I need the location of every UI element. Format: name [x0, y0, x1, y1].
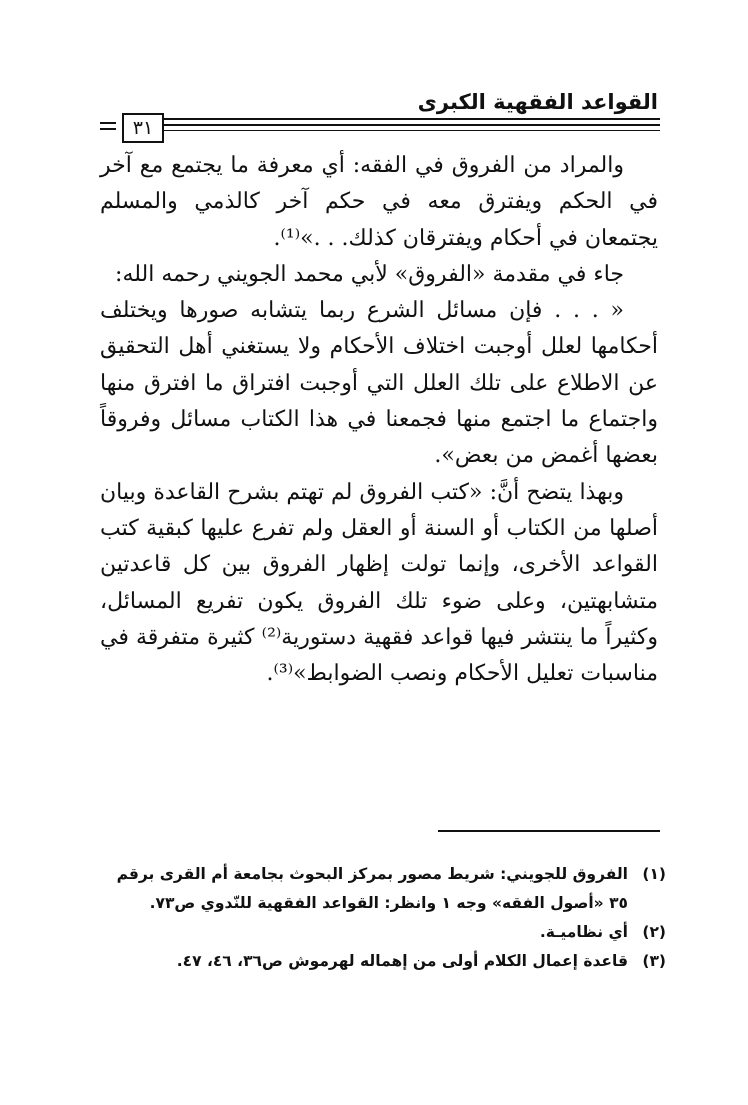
- footnote-number: (٢): [642, 923, 666, 941]
- footnote-separator: [438, 830, 660, 832]
- footnote: [100, 860, 666, 918]
- quote-paragraph: « . . . فإن مسائل الشرع ربما يتشابه صورها ويختلف أحكامها لعلل أوجبت اختلاف الأحكام ولا يستغني أهل التحقيق عن الاطلاع على تلك العلل التي أوجبت افتراق ما افترق منها واجتماع ما اجتمع منها فجمعنا في هذا الكتاب مسائل وفروقاً بعضها أغمض من بعض».: [100, 298, 658, 469]
- footnote: [100, 918, 666, 947]
- paragraph: جاء في مقدمة «الفروق» لأبي محمد الجويني رحمه الله:: [115, 261, 624, 287]
- header-rule: [160, 130, 660, 131]
- footnotes: [100, 860, 666, 976]
- header-rule: [100, 122, 116, 124]
- running-title: القواعد الفقهية الكبرى: [417, 90, 658, 114]
- main-text: [100, 148, 658, 692]
- footnote-text: قاعدة إعمال الكلام أولى من إهماله لهرموش ص٣٦، ٤٦، ٤٧.: [176, 952, 628, 970]
- paragraph: والمراد من الفروق في الفقه: أي معرفة ما يجتمع مع آخر في الحكم ويفترق معه في حكم آخر كالذمي والمسلم يجتمعان في أحكام ويفترقان كذلك. . .»⁽¹⁾.: [100, 153, 658, 251]
- footnote-text: الفروق للجويني: شريط مصور بمركز البحوث بجامعة أم القرى برقم ٣٥ «أصول الفقه» وجه ١ وانظر: القواعد الفقهية للنّدوي ص٧٣.: [116, 865, 628, 912]
- page-number: ٣١: [122, 113, 164, 143]
- footnote-number: (١): [642, 865, 666, 883]
- paragraph: وبهذا يتضح أنَّ: «كتب الفروق لم تهتم بشرح القاعدة وبيان أصلها من الكتاب أو السنة أو العقل ولم تفرع عليها كبقية كتب القواعد الأخرى، وإنما تولت إظهار الفروق بين كل قاعدتين متشابهتين، وعلى ضوء تلك الفروق يكون تفريع المسائل، وكثيراً ما ينتشر فيها قواعد فقهية دستورية⁽²⁾ كثيرة متفرقة في مناسبات تعليل الأحكام ونصب الضوابط»⁽³⁾.: [100, 479, 658, 687]
- header-rule: [160, 118, 660, 120]
- footnote: [100, 947, 666, 976]
- header-rule: [160, 124, 660, 126]
- footnote-text: أي نظاميـة.: [539, 923, 628, 941]
- footnote-number: (٣): [642, 952, 666, 970]
- header-rule: [100, 128, 116, 130]
